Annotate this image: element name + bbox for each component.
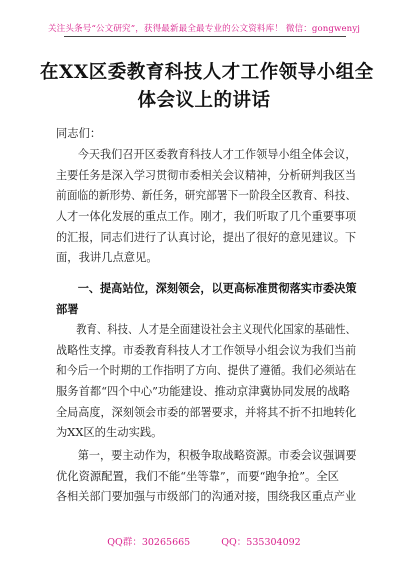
- salutation: 同志们：: [56, 127, 102, 140]
- paragraph-line: 前面临的新形势、新任务，研究部署下一阶段全区教育、科技、: [56, 189, 357, 203]
- section-heading-1: [56, 278, 356, 320]
- footer-qq: QQ：535304092: [221, 537, 301, 548]
- paragraph-intro: [56, 145, 356, 269]
- paragraph-line: 今天我们召开区委教育科技人才工作领导小组全体会议，: [77, 148, 357, 161]
- paragraph-line: 教育、科技、人才是全面建设社会主义现代化国家的基础性、: [76, 323, 356, 336]
- header-banner: 关注头条号“公文研究”，获得最新最全最专业的公文资料库！ 微信：gongwenyj: [47, 24, 361, 34]
- paragraph-line: 各相关部门要加强与市级部门的沟通对接，围绕我区重点产业: [56, 490, 357, 504]
- paragraph-point-1: [56, 446, 356, 508]
- title-line-1: 在XX区委教育科技人才工作领导小组全: [40, 62, 374, 83]
- paragraph-line: 服务首都“四个中心”功能建设、推动京津冀协同发展的战略: [56, 385, 350, 399]
- footer-qq-group: QQ群：30265665: [107, 537, 191, 548]
- title-line-2: 体会议上的讲话: [137, 90, 271, 111]
- heading-line: 一、提高站位，深刻领会，以更高标准贯彻落实市委决策: [77, 281, 357, 295]
- footer-contact: [0, 534, 408, 548]
- header-divider: [64, 36, 346, 37]
- document-title: [40, 59, 374, 115]
- paragraph-line: 第一，要主动作为，积极争取战略资源。市委会议强调要: [77, 449, 357, 462]
- paragraph-line: 为XX区的生动实践。: [56, 426, 163, 440]
- paragraph-line: 的汇报，同志们进行了认真讨论，提出了很好的意见建议。下: [56, 230, 357, 244]
- paragraph-line: 战略性支撑。市委教育科技人才工作领导小组会议为我们当前: [56, 343, 357, 357]
- paragraph-line: 人才一体化发展的重点工作。刚才，我们听取了几个重要事项: [56, 210, 357, 224]
- paragraph-line: 全局高度，深刻领会市委的部署要求，并将其不折不扣地转化: [56, 405, 357, 419]
- paragraph-line: 和今后一个时期的工作指明了方向、提供了遵循。我们必须站在: [56, 364, 357, 378]
- paragraph-line: 优化资源配置，我们不能“坐等靠”，而要“跑争抢”。全区: [56, 469, 339, 483]
- paragraph-line: 面，我讲几点意见。: [56, 251, 158, 265]
- paragraph-section-1: [56, 320, 356, 444]
- paragraph-line: 主要任务是深入学习贯彻市委相关会议精神，分析研判我区当: [56, 168, 357, 182]
- heading-line: 部署: [56, 302, 79, 316]
